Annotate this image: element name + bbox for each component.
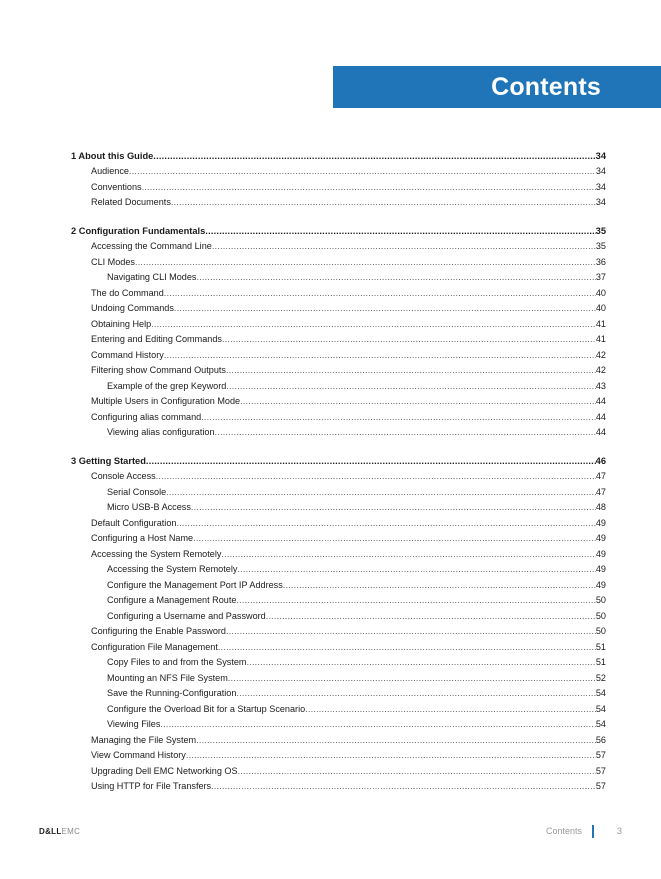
toc-entry-title: Mounting an NFS File System [107,672,228,683]
toc-entry-title: Entering and Editing Commands [91,334,222,344]
toc-page-number: 42 [595,365,606,375]
toc-entry-title: Conventions [91,181,142,192]
toc-page-number: 57 [595,765,606,776]
toc-page-number: 49 [595,517,606,528]
toc-page-number: 40 [595,303,606,313]
toc-entry[interactable] [71,344,606,360]
toc-dot-leader [218,642,596,652]
toc-page-number: 35 [595,225,606,236]
toc-page-number: 43 [595,380,606,391]
toc-page-number: 50 [595,610,606,621]
toc-dot-leader [266,611,596,621]
toc-entry-title: Serial Console [107,486,167,497]
toc-dot-leader [146,456,596,466]
toc-dot-leader [226,381,596,391]
toc-entry-title: Obtaining Help [91,318,152,329]
toc-entry-title: 1 About this Guide [71,150,154,161]
toc-dot-leader [228,673,596,683]
toc-page-number: 57 [595,781,606,791]
toc-page-number: 41 [595,334,606,344]
footer-page-number: 3 [616,826,622,836]
toc-dot-leader [196,272,595,282]
toc-entry[interactable] [71,745,606,761]
toc-page-number: 44 [595,396,606,406]
toc-entry[interactable] [71,176,606,192]
toc-entry-title: Configuration File Management [91,641,218,652]
toc-entry[interactable] [71,360,606,376]
toc-dot-leader [196,735,596,745]
toc-entry-title: 3 Getting Started [71,455,146,466]
contents-title-banner [333,66,661,108]
toc-entry[interactable] [71,714,606,730]
toc-page-number: 51 [595,641,606,652]
toc-entry[interactable] [71,543,606,559]
toc-dot-leader [240,396,596,406]
toc-page-number: 50 [595,626,606,636]
toc-dot-leader [129,166,596,176]
toc-entry[interactable] [71,236,606,252]
toc-entry[interactable] [71,298,606,314]
toc-dot-leader [186,750,596,760]
toc-dot-leader [174,303,596,313]
toc-entry[interactable] [71,161,606,177]
toc-dot-leader [205,226,595,236]
toc-entry[interactable] [71,528,606,544]
toc-dot-leader [247,657,596,667]
toc-page-number: 48 [595,502,606,512]
toc-dot-leader [171,197,596,207]
toc-entry-title: View Command History [91,750,186,760]
toc-dot-leader [283,580,596,590]
toc-entry-title: Configuring alias command [91,411,202,422]
toc-entry[interactable] [71,729,606,745]
toc-entry[interactable] [71,590,606,606]
toc-page-number: 34 [595,181,606,192]
toc-dot-leader [236,688,595,698]
toc-dot-leader [151,319,596,329]
toc-dot-leader [215,427,596,437]
toc-entry-title: Multiple Users in Configuration Mode [91,396,241,406]
toc-entry-title: CLI Modes [91,256,135,267]
toc-dot-leader [164,350,596,360]
toc-entry-title: Audience [91,166,129,176]
toc-page-number: 47 [595,471,606,481]
toc-dot-leader [237,564,595,574]
toc-dot-leader [222,334,596,344]
dell-emc-logo: D&LLEMC [39,827,81,836]
footer-divider [592,825,594,838]
toc-entry[interactable] [71,698,606,714]
toc-page-number: 47 [595,486,606,497]
toc-entry-title: Command History [91,349,164,360]
toc-chapter-entry[interactable] [71,220,606,236]
toc-entry[interactable] [71,760,606,776]
toc-entry[interactable] [71,621,606,637]
toc-entry-title: Save the Running-Configuration [107,688,237,698]
toc-page-number: 41 [595,318,606,329]
toc-entry[interactable] [71,466,606,482]
toc-entry[interactable] [71,422,606,438]
toc-entry-title: Filtering show Command Outputs [91,365,226,375]
toc-page-number: 40 [595,287,606,298]
toc-dot-leader [221,549,595,559]
toc-dot-leader [212,241,596,251]
page-title: Contents [491,73,601,101]
toc-entry-title: Managing the File System [91,734,197,745]
toc-entry-title: Configuring the Enable Password [91,626,226,636]
toc-entry[interactable] [71,375,606,391]
toc-page-number: 34 [595,197,606,207]
toc-dot-leader [305,704,596,714]
toc-dot-leader [191,502,596,512]
toc-entry[interactable] [71,652,606,668]
toc-page-number: 37 [595,272,606,282]
toc-dot-leader [193,533,596,543]
toc-dot-leader [160,719,595,729]
footer-section-label: Contents [545,826,582,836]
toc-entry-title: Accessing the System Remotely [107,564,238,574]
toc-page-number: 34 [595,150,606,161]
toc-entry-title: 2 Configuration Fundamentals [71,225,206,236]
toc-page-number: 46 [595,455,606,466]
toc-entry[interactable] [71,481,606,497]
toc-dot-leader [236,595,595,605]
toc-dot-leader [135,257,596,267]
toc-entry[interactable] [71,251,606,267]
toc-entry-title: Accessing the System Remotely [91,548,222,559]
toc-entry[interactable] [71,313,606,329]
toc-page-number: 52 [595,672,606,683]
toc-entry-title: Configure a Management Route [107,595,237,605]
toc-page-number: 44 [595,411,606,422]
toc-entry-title: Accessing the Command Line [91,241,212,251]
toc-entry[interactable] [71,683,606,699]
toc-entry-title: Example of the grep Keyword [107,380,227,391]
toc-entry-title: Configure the Overload Bit for a Startup Scenario [107,703,306,714]
toc-dot-leader [166,487,596,497]
toc-page-number: 42 [595,349,606,360]
toc-entry[interactable] [71,267,606,283]
toc-page-number: 54 [595,688,606,698]
toc-dot-leader [176,518,595,528]
toc-entry[interactable] [71,559,606,575]
toc-entry[interactable] [71,391,606,407]
toc-page-number: 54 [595,703,606,714]
toc-entry[interactable] [71,605,606,621]
toc-dot-leader [238,766,596,776]
toc-page-number: 56 [595,734,606,745]
toc-dot-leader [142,182,596,192]
toc-dot-leader [156,471,596,481]
toc-page-number: 36 [595,256,606,267]
toc-entry[interactable] [71,512,606,528]
toc-dot-leader [164,288,596,298]
toc-entry-title: Default Configuration [91,517,177,528]
toc-dot-leader [226,626,596,636]
toc-page-number: 35 [595,241,606,251]
toc-dot-leader [201,412,596,422]
toc-page-number: 34 [595,166,606,176]
toc-page-number: 54 [595,719,606,729]
toc-page-number: 49 [595,533,606,543]
toc-dot-leader [226,365,596,375]
toc-entry-title: Configure the Management Port IP Address [107,579,283,590]
toc-entry[interactable] [71,667,606,683]
toc-page-number: 49 [595,548,606,559]
toc-chapter-entry[interactable] [71,450,606,466]
toc-entry[interactable] [71,192,606,208]
toc-entry[interactable] [71,406,606,422]
toc-entry[interactable] [71,329,606,345]
toc-page-number: 50 [595,595,606,605]
toc-entry-title: Viewing Files [107,719,161,729]
toc-entry-title: The do Command [91,287,164,298]
toc-entry-title: Viewing alias configuration [107,427,215,437]
toc-entry-title: Configuring a Username and Password [107,610,266,621]
toc-entry-title: Copy Files to and from the System [107,657,247,667]
toc-page-number: 49 [595,579,606,590]
toc-entry-title: Navigating CLI Modes [107,272,197,282]
toc-page-number: 57 [595,750,606,760]
toc-entry[interactable] [71,776,606,792]
toc-entry[interactable] [71,636,606,652]
toc-dot-leader [153,151,595,161]
toc-entry[interactable] [71,497,606,513]
toc-entry[interactable] [71,282,606,298]
toc-entry-title: Related Documents [91,197,171,207]
toc-entry-title: Undoing Commands [91,303,174,313]
toc-entry-title: Configuring a Host Name [91,533,194,543]
toc-entry-title: Console Access [91,471,156,481]
toc-page-number: 44 [595,427,606,437]
toc-entry-title: Micro USB-B Access [107,502,191,512]
table-of-contents [71,145,606,791]
toc-page-number: 49 [595,564,606,574]
toc-entry[interactable] [71,574,606,590]
toc-entry-title: Upgrading Dell EMC Networking OS [91,765,238,776]
toc-page-number: 51 [595,657,606,667]
toc-chapter-entry[interactable] [71,145,606,161]
toc-entry-title: Using HTTP for File Transfers [91,781,212,791]
toc-dot-leader [211,781,596,791]
